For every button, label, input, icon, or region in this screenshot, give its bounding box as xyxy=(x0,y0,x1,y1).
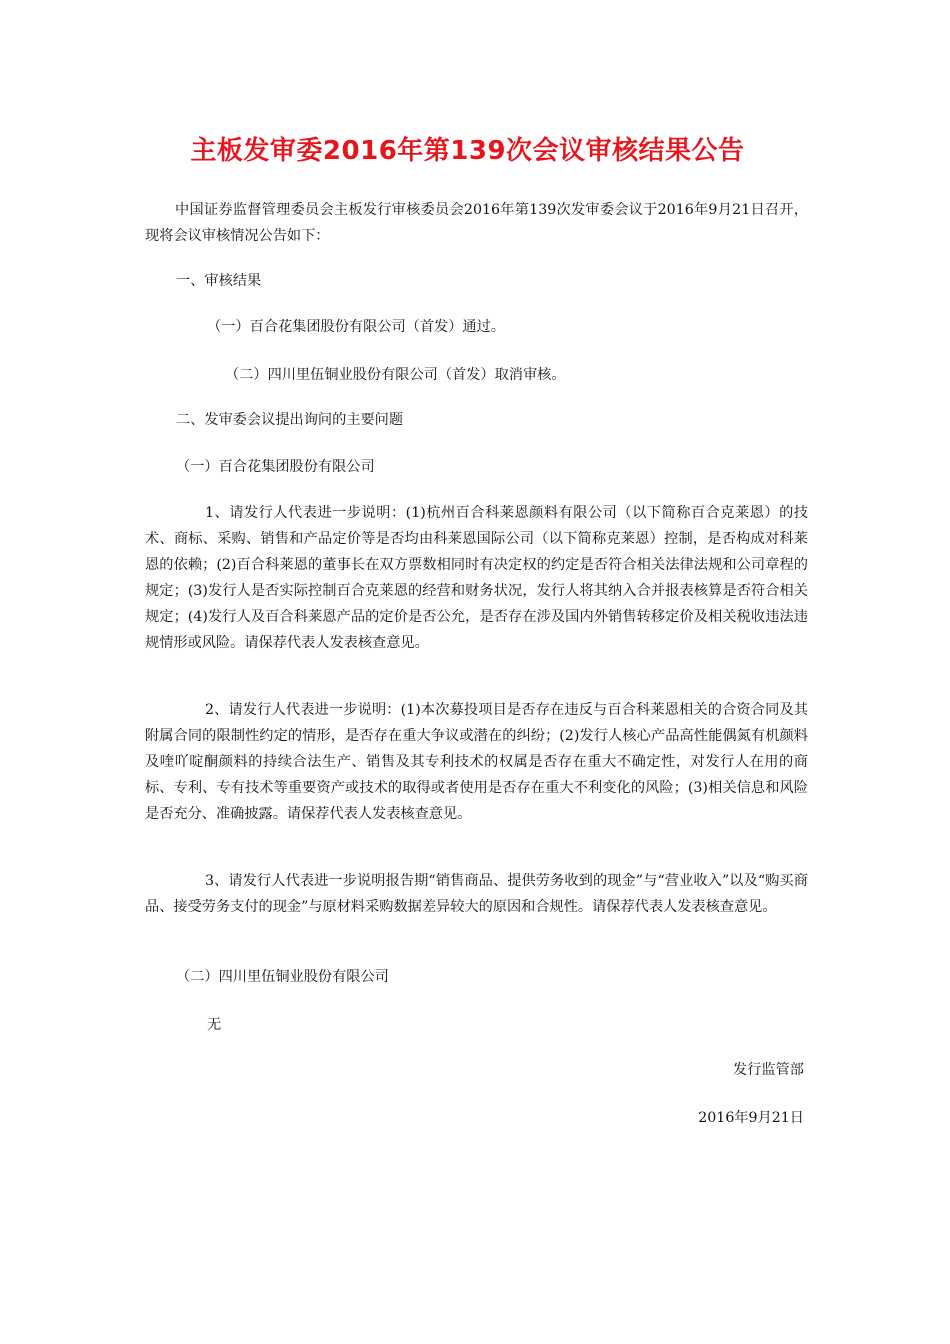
document-title: 主板发审委2016年第139次会议审核结果公告 xyxy=(190,136,745,166)
question-2: 2、请发行人代表进一步说明：(1)本次募投项目是否存在违反与百合科莱恩相关的合资合同及其附属合同的限制性约定的情形，是否存在重大争议或潜在的纠纷；(2)发行人核心产品高性能偶氮有机颜料及喹吖啶酮颜料的持续合法生产、销售及其专利技术的权属是否存在重大不确定性，对发行人在用的商标、专利、专有技术等重要资产或技术的取得或者使用是否存在重大不利变化的风险；(3)相关信息和风险是否充分、准确披露。请保荐代表人发表核查意见。 xyxy=(145,702,808,822)
review-result-item-1: （一）百合花集团股份有限公司（首发）通过。 xyxy=(207,319,505,335)
review-result-item-2: （二）四川里伍铜业股份有限公司（首发）取消审核。 xyxy=(225,367,566,383)
company2-heading: （二）四川里伍铜业股份有限公司 xyxy=(176,969,389,985)
signature-department: 发行监管部 xyxy=(733,1062,804,1078)
company1-heading: （一）百合花集团股份有限公司 xyxy=(176,459,375,475)
company2-content: 无 xyxy=(207,1017,222,1033)
question-1: 1、请发行人代表进一步说明：(1)杭州百合科莱恩颜料有限公司（以下简称百合克莱恩）的技术、商标、采购、销售和产品定价等是否均由科莱恩国际公司（以下简称克莱恩）控制，是否构成对科莱恩的依赖；(2)百合科莱恩的董事长在双方票数相同时有决定权的约定是否符合相关法律法规和公司章程的规定；(3)发行人是否实际控制百合克莱恩的经营和财务状况，发行人将其纳入合并报表核算是否符合相关规定；(4)发行人及百合科莱恩产品的定价是否公允，是否存在涉及国内外销售转移定价及相关税收违法违规情形或风险。请保荐代表人发表核查意见。 xyxy=(145,505,808,651)
intro-paragraph: 中国证券监督管理委员会主板发行审核委员会2016年第139次发审委会议于2016年9月21日召开，现将会议审核情况公告如下： xyxy=(145,202,808,244)
section1-heading: 一、审核结果 xyxy=(176,273,262,289)
signature-date: 2016年9月21日 xyxy=(698,1110,804,1126)
section2-heading: 二、发审委会议提出询问的主要问题 xyxy=(176,412,404,428)
question-3: 3、请发行人代表进一步说明报告期“销售商品、提供劳务收到的现金”与“营业收入”以及“购买商品、接受劳务支付的现金”与原材料采购数据差异较大的原因和合规性。请保荐代表人发表核查意见。 xyxy=(145,873,808,915)
